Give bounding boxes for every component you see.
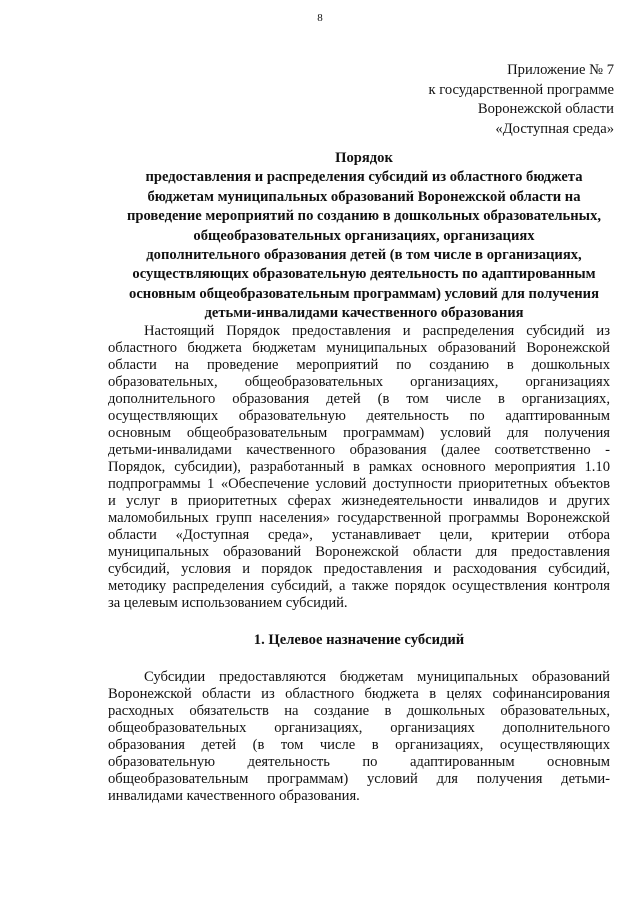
intro-line: за целевым использованием субсидий. <box>108 595 348 611</box>
section1-line: инвалидами качественного образования. <box>108 788 360 804</box>
intro-line: области на проведение мероприятий по созданию в дошкольных <box>108 357 610 373</box>
title-line: проведение мероприятий по созданию в дошкольных образовательных, <box>126 208 602 225</box>
intro-line: дополнительного образования детей (в том числе в организациях, <box>108 391 610 407</box>
section1-line: расходных обязательств на создание в дошкольных образовательных, <box>108 703 610 719</box>
intro-line: маломобильных групп населения» государственной программы Воронежской <box>108 510 610 526</box>
title-line: дополнительного образования детей (в том числе в организациях, <box>146 247 582 264</box>
appendix-line: Воронежской области <box>477 101 614 118</box>
section1-line: Субсидии предоставляются бюджетам муниципальных образований <box>144 669 610 685</box>
title-line: осуществляющих образовательную деятельность по адаптированным <box>132 266 596 283</box>
intro-line: осуществляющих образовательную деятельность по адаптированным <box>108 408 610 424</box>
intro-line: Порядок, субсидии), разработанный в рамках основного мероприятия 1.10 <box>108 459 610 475</box>
title-line: детьми-инвалидами качественного образования <box>204 305 524 322</box>
section1-line: образования детей (в том числе в организациях, осуществляющих <box>108 737 610 753</box>
document-title <box>96 149 632 324</box>
intro-line: муниципальных образований Воронежской области для предоставления <box>108 544 610 560</box>
intro-line: детьми-инвалидами качественного образования (далее соответственно - <box>108 442 610 458</box>
intro-line: Настоящий Порядок предоставления и распределения субсидий из <box>144 323 610 339</box>
intro-line: основным общеобразовательным программам) условий для получения <box>108 425 610 441</box>
appendix-block <box>428 61 614 139</box>
intro-line: субсидий, условия и порядок предоставления и расходования субсидий, <box>108 561 610 577</box>
title-line: предоставления и распределения субсидий из областного бюджета <box>145 169 583 186</box>
title-line: общеобразовательных организациях, организациях <box>193 227 535 244</box>
section1-paragraph <box>108 669 610 805</box>
intro-line: подпрограммы 1 «Обеспечение условий доступности приоритетных объектов <box>108 476 610 492</box>
intro-line: методику распределения субсидий, а также порядок осуществления контроля <box>108 578 610 594</box>
intro-line: образовательных, общеобразовательных организациях, организациях <box>108 374 610 390</box>
appendix-line: к государственной программе <box>428 81 614 98</box>
intro-line: области «Доступная среда», устанавливает цели, критерии отбора <box>108 527 610 543</box>
section1-line: общеобразовательных организациях, организациях дополнительного <box>108 720 610 736</box>
appendix-line: «Доступная среда» <box>495 120 614 137</box>
section1-line: образовательную деятельность по адаптированным основным <box>108 754 610 770</box>
appendix-line: Приложение № 7 <box>507 62 614 78</box>
page-number: 8 <box>317 12 323 24</box>
section1-line: Воронежской области из областного бюджета в целях софинансирования <box>108 686 610 702</box>
title-line: бюджетам муниципальных образований Воронежской области на <box>147 188 581 205</box>
title-heading: Порядок <box>335 150 393 166</box>
section1-line: общеобразовательным программам) условий для получения детьми- <box>108 771 610 787</box>
intro-line: областного бюджета бюджетам муниципальных образований Воронежской <box>108 340 610 356</box>
intro-paragraph <box>108 323 610 612</box>
title-line: основным общеобразовательным программам) условий для получения <box>129 285 599 302</box>
intro-line: и услуг в приоритетных сферах жизнедеятельности инвалидов и других <box>108 493 610 509</box>
section-heading: 1. Целевое назначение субсидий <box>253 632 465 648</box>
